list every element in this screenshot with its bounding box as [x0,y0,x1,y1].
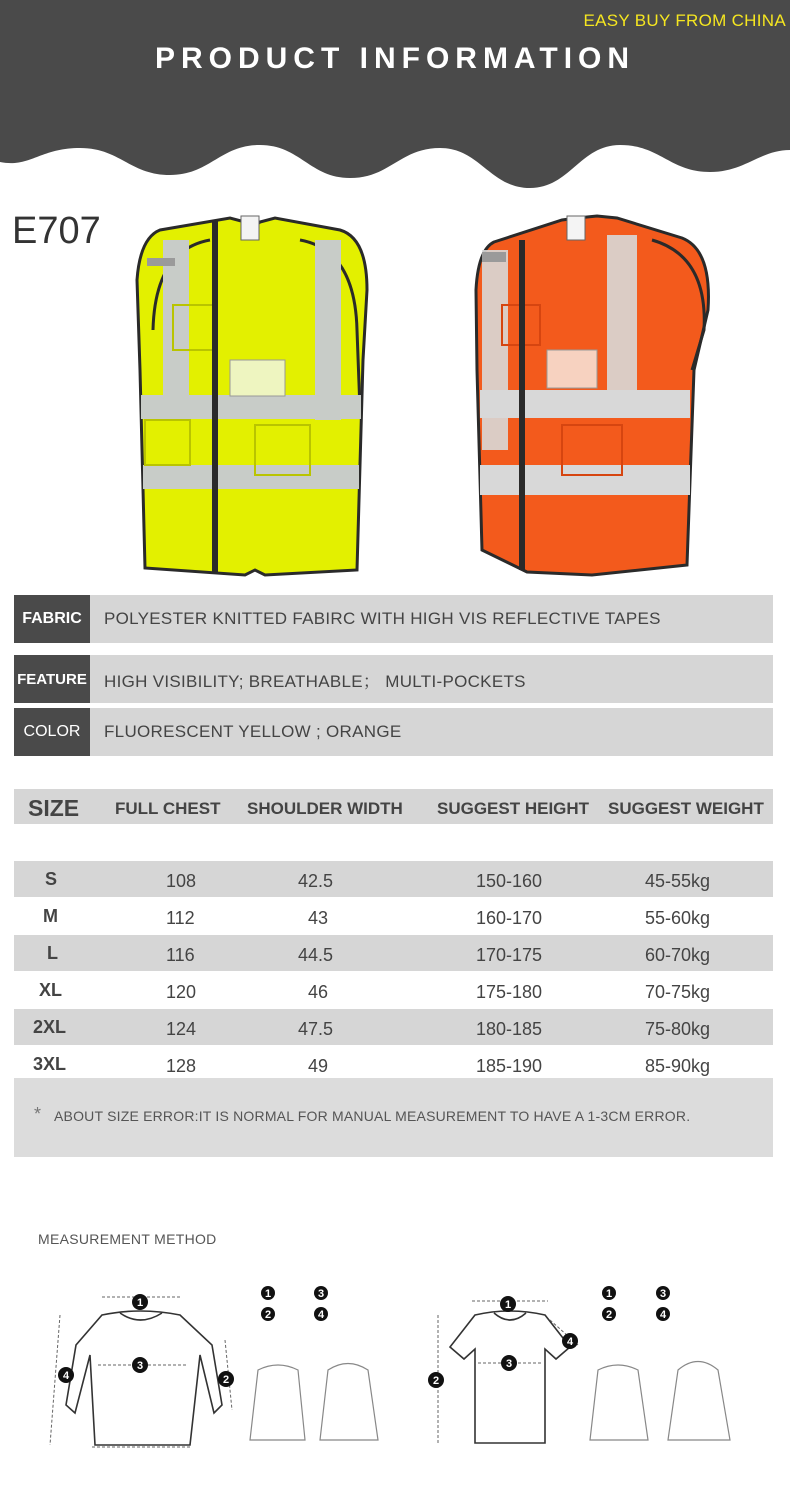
cell-height: 180-185 [476,1019,543,1039]
marker-1-icon: 1 [264,1288,272,1300]
cell-height: 185-190 [476,1056,543,1076]
cell-weight: 55-60kg [645,908,711,928]
size-error-note [14,1078,773,1157]
marker-1-icon: 1 [605,1288,613,1300]
cell-chest: 120 [166,982,197,1002]
note-asterisk: * [34,1104,42,1124]
header-band [0,0,790,190]
header-suggest-weight: SUGGEST WEIGHT [608,799,764,818]
cell-chest: 128 [166,1056,197,1076]
marker-4-icon: 4 [566,1336,574,1348]
info-value-color: FLUORESCENT YELLOW ; ORANGE [104,722,402,741]
marker-2-icon: 2 [222,1374,230,1386]
cell-size: M [43,906,58,926]
marker-4-icon: 4 [62,1370,70,1382]
marker-3-icon: 3 [136,1360,144,1372]
marker-2-icon: 2 [605,1309,613,1321]
info-label-feature: FEATURE [14,655,90,703]
marker-3-icon: 3 [317,1288,325,1300]
cell-size: XL [39,980,63,1000]
table-row [14,1046,773,1082]
cell-chest: 112 [166,908,195,928]
cell-weight: 70-75kg [645,982,711,1002]
page-title: PRODUCT INFORMATION [154,42,636,75]
header-full-chest: FULL CHEST [115,799,221,818]
cell-size: L [47,943,58,963]
info-label-color: COLOR [14,708,90,756]
marker-4-icon: 4 [317,1309,325,1321]
marker-1-icon: 1 [136,1297,144,1309]
header-suggest-height: SUGGEST HEIGHT [437,799,590,818]
cell-size: S [45,869,58,889]
marker-1-icon: 1 [504,1299,512,1311]
table-row [14,898,773,934]
short-sleeve-measurement-diagram [420,1275,770,1465]
marker-3-icon: 3 [659,1288,667,1300]
marker-3-icon: 3 [505,1358,513,1370]
table-row [14,935,773,971]
cell-shoulder: 46 [308,982,329,1002]
cell-weight: 75-80kg [645,1019,711,1039]
marker-2-icon: 2 [432,1375,440,1387]
info-value-feature: HIGH VISIBILITY; BREATHABLE； MULTI-POCKETS [104,671,526,691]
orange-vest-image [472,210,717,580]
measurement-method-title: MEASUREMENT METHOD [38,1231,217,1247]
header-shoulder-width: SHOULDER WIDTH [247,799,403,818]
cell-size: 3XL [33,1054,67,1074]
cell-weight: 45-55kg [645,871,711,891]
note-text: ABOUT SIZE ERROR:IT IS NORMAL FOR MANUAL MEASUREMENT TO HAVE A 1-3CM ERROR. [54,1108,691,1124]
cell-shoulder: 49 [308,1056,329,1076]
cell-chest: 124 [166,1019,197,1039]
cell-shoulder: 43 [308,908,329,928]
cell-height: 150-160 [476,871,543,891]
table-row [14,1009,773,1045]
cell-height: 175-180 [476,982,543,1002]
cell-weight: 60-70kg [645,945,711,965]
cell-height: 170-175 [476,945,543,965]
yellow-vest-image [135,210,375,580]
cell-weight: 85-90kg [645,1056,711,1076]
brand-label: EASY BUY FROM CHINA [583,11,786,30]
table-row [14,972,773,1008]
info-label-fabric: FABRIC [14,595,90,643]
marker-2-icon: 2 [264,1309,272,1321]
info-row-fabric [14,595,773,643]
cell-shoulder: 44.5 [298,945,334,965]
cell-chest: 108 [166,871,197,891]
cell-shoulder: 42.5 [298,871,334,891]
cell-chest: 116 [166,945,195,965]
info-row-color [14,708,773,756]
cell-size: 2XL [33,1017,67,1037]
long-sleeve-measurement-diagram [40,1275,390,1465]
size-table-header [14,789,773,824]
cell-height: 160-170 [476,908,543,928]
info-value-fabric: POLYESTER KNITTED FABIRC WITH HIGH VIS REFLECTIVE TAPES [104,609,661,628]
marker-4-icon: 4 [659,1309,667,1321]
info-row-feature [14,655,773,703]
table-row [14,861,773,897]
cell-shoulder: 47.5 [298,1019,334,1039]
header-size: SIZE [28,795,80,821]
model-number: E707 [12,210,101,252]
